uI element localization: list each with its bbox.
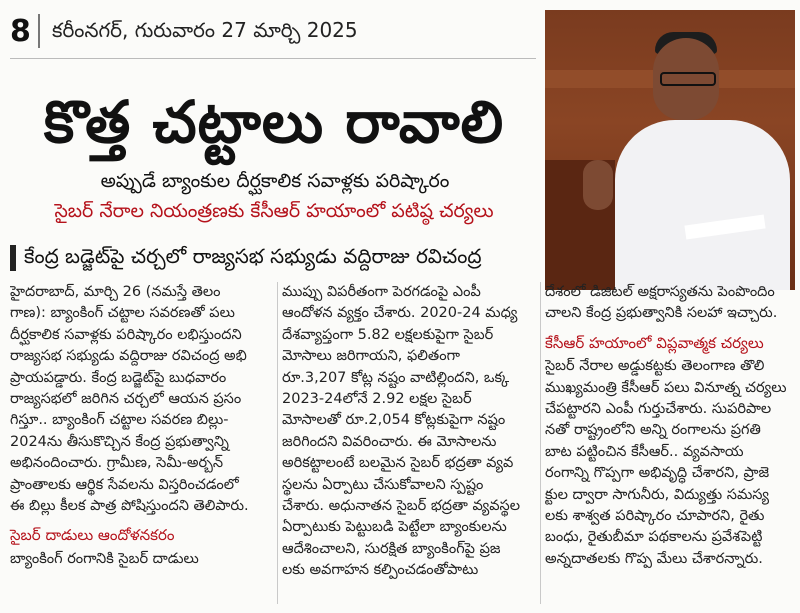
- col1-line: దీర్ఘకాలిక సవాళ్లకు పరిష్కారం లభిస్తుందని: [10, 326, 242, 343]
- speaker-photo: [545, 10, 795, 290]
- col3-line: నతో రాష్ట్రంలోని అన్ని రంగాలను ప్రగతి: [545, 422, 761, 439]
- col1-line: ఈ బిల్లు కీలక పాత్ర పోషిస్తుందని తెలిపారు.: [10, 498, 249, 515]
- col3-subhead: కేసీఆర్ హయాంలో విప్లవాత్మక చర్యలు: [545, 333, 764, 352]
- col2-line: మోసాలు జరిగాయని, ఫలితంగా: [282, 348, 460, 365]
- article-column-3: [545, 282, 795, 570]
- col2-line: ఏర్పాటుకు పెట్టుబడి పెట్టేలా బ్యాంకులను: [282, 519, 507, 536]
- col1-line: బ్యాంకింగ్ రంగానికి సైబర్ దాడులు: [10, 550, 199, 567]
- col3-line: బంధు, రైతుబీమా పథకాలను ప్రవేశపెట్టి: [545, 529, 763, 546]
- col3-line: బాట పట్టించిన కేసీఆర్.. వ్యవసాయ: [545, 443, 744, 460]
- col2-line: ఆందోళన వ్యక్తం చేశారు. 2020-24 మధ్య: [282, 305, 518, 322]
- headline: కొత్త చట్టాలు రావాలి: [43, 88, 505, 156]
- col1-line: ప్రాయపడ్డారు. కేంద్ర బడ్జెట్‌పై బుధవారం: [10, 369, 227, 386]
- photo-hand: [583, 160, 613, 210]
- page-number: 8: [10, 14, 31, 49]
- col2-line: మోసాలతో రూ.2,054 కోట్లకుపైగా నష్టం: [282, 412, 506, 429]
- col2-line: లకు అవగాహన కల్పించడంతోపాటు: [282, 562, 479, 579]
- header-divider: [38, 14, 40, 48]
- col1-line: గాణ): బ్యాంకింగ్ చట్టాల సవరణతో పలు: [10, 305, 235, 322]
- column-divider: [540, 282, 541, 604]
- col1-line: అభినందించారు. గ్రామీణ, సెమీ-అర్బన్: [10, 455, 224, 472]
- col2-line: 2023-24లోనే 2.92 లక్షల సైబర్: [282, 391, 472, 408]
- col1-subhead: సైబర్ దాడులు ఆందోళనకరం: [10, 526, 175, 545]
- subhead-bar: [10, 245, 16, 271]
- subheadline-2: సైబర్ నేరాల నియంత్రణకు కేసీఆర్ హయాంలో పటిష్ఠ చర్యలు: [54, 200, 494, 222]
- photo-glasses: [660, 72, 716, 86]
- col1-line: రాజ్యసభలో జరిగిన చర్చలో ఆయన ప్రసం: [10, 391, 242, 408]
- dateline: కరీంనగర్, గురువారం 27 మార్చి 2025: [52, 18, 358, 42]
- col1-line: హైదరాబాద్, మార్చి 26 (నమస్తే తెలం: [10, 284, 221, 300]
- col2-line: స్థలను ఏర్పాటు చేసుకోవాలని స్పష్టం: [282, 476, 484, 493]
- col3-line: క్టుల ద్వారా సాగునీరు, విద్యుత్తు సమస్య: [545, 486, 769, 503]
- col2-line: దేశవ్యాప్తంగా 5.82 లక్షలకుపైగా సైబర్: [282, 326, 494, 343]
- article-column-2: [282, 282, 534, 582]
- col1-line: ప్రాంతాలకు ఆర్థిక సేవలను విస్తరించడంలో: [10, 476, 239, 493]
- col3-line: దేశంలో డిజిటల్ అక్షరాస్యతను పెంపొందిం: [545, 284, 775, 300]
- col3-line: రంగాన్ని గొప్పగా అభివృద్ధి చేశారని, ప్రాజె: [545, 465, 770, 482]
- article-column-1: [10, 282, 272, 570]
- col3-line: అన్నదాతలకు గొప్ప మేలు చేశారన్నారు.: [545, 550, 763, 567]
- col2-line: జరిగిందని వివరించారు. ఈ మోసాలను: [282, 433, 497, 450]
- col3-line: చేపట్టారని ఎంపీ గుర్తుచేశారు. సుపరిపాల: [545, 401, 772, 418]
- col2-line: ముప్పు విపరీతంగా పెరగడంపై ఎంపీ: [282, 284, 481, 300]
- subheadline-3-text: కేంద్ర బడ్జెట్‌పై చర్చలో రాజ్యసభ సభ్యుడు వద్దిరాజు రవిచంద్ర: [24, 244, 482, 268]
- photo-shirt: [615, 120, 790, 290]
- col2-line: అరికట్టాలంటే బలమైన సైబర్ భద్రతా వ్యవ: [282, 455, 514, 472]
- column-divider: [277, 282, 278, 604]
- col1-line: రాజ్యసభ సభ్యుడు వద్దిరాజు రవిచంద్ర అభి: [10, 348, 247, 365]
- col3-line: లకు శాశ్వత పరిష్కారం చూపారని, రైతు: [545, 508, 765, 525]
- col2-line: చేశారు. అధునాతన సైబర్ భద్రతా వ్యవస్థల: [282, 498, 521, 515]
- col3-line: ముఖ్యమంత్రి కేసీఆర్ పలు వినూత్న చర్యలు: [545, 379, 787, 396]
- col2-line: రూ.3,207 కోట్ల నష్టం వాటిల్లిందని, ఒక్క: [282, 369, 510, 386]
- col3-line: చాలని కేంద్ర ప్రభుత్వానికి సలహా ఇచ్చారు.: [545, 305, 778, 322]
- col1-line: గిస్తూ.. బ్యాంకింగ్ చట్టాల సవరణ బిల్లు-: [10, 412, 229, 429]
- col3-line: సైబర్ నేరాల అడ్డుకట్టకు తెలంగాణ తొలి: [545, 358, 765, 375]
- page-header: [0, 0, 540, 58]
- subheadline-1: అప్పుడే బ్యాంకుల దీర్ఘకాలిక సవాళ్లకు పరిష్కారం: [100, 170, 450, 192]
- subheadline-3: [10, 238, 542, 274]
- col2-line: ఆదేశించాలని, సురక్షిత బ్యాంకింగ్‌పై ప్రజ: [282, 540, 501, 557]
- col1-line: 2024ను తీసుకొచ్చిన కేంద్ర ప్రభుత్వాన్ని: [10, 433, 229, 450]
- header-rule: [10, 58, 536, 59]
